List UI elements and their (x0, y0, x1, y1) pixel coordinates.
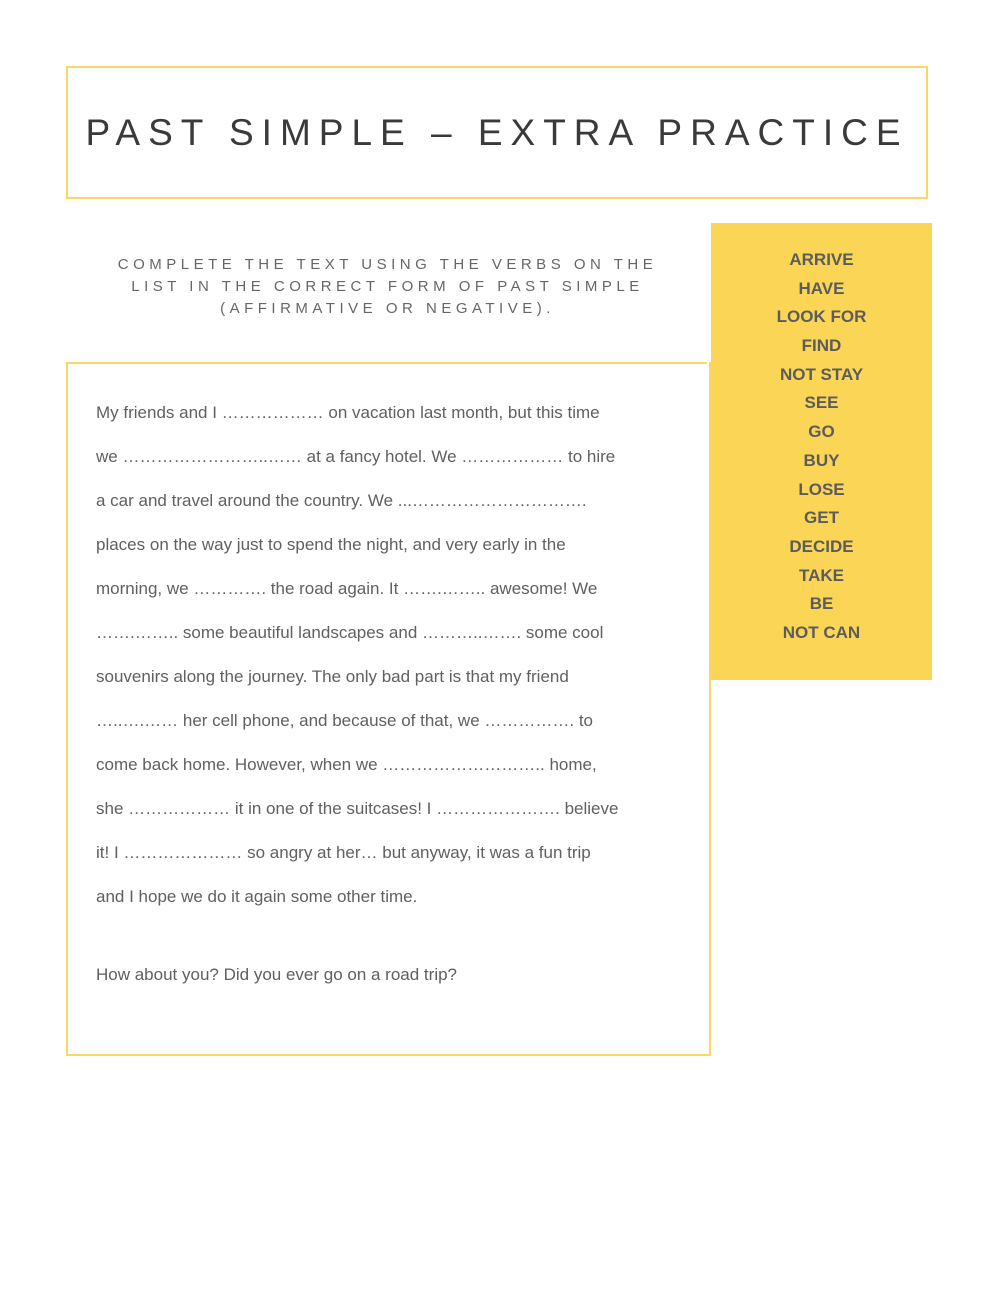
page-title: PAST SIMPLE – EXTRA PRACTICE (85, 111, 909, 153)
verb-item: LOSE (798, 479, 845, 499)
text-line: …….…….. some beautiful landscapes and ………..……. some cool (96, 623, 604, 642)
verb-item: NOT STAY (779, 364, 864, 384)
verb-item: LOOK FOR (776, 307, 867, 327)
verb-item: DECIDE (789, 536, 854, 556)
verb-list (711, 223, 932, 650)
closing-question: How about you? Did you ever go on a road trip? (96, 965, 458, 984)
verb-item: SEE (804, 393, 839, 413)
verb-list-panel (711, 223, 932, 680)
text-line: My friends and I ……………… on vacation last month, but this time (96, 403, 600, 422)
verb-item: HAVE (798, 278, 845, 298)
verb-item: GO (808, 422, 835, 442)
text-line: …..….…… her cell phone, and because of that, we ……………. to (96, 711, 594, 730)
verb-item: TAKE (798, 565, 844, 585)
text-line: souvenirs along the journey. The only bad part is that my friend (96, 667, 569, 686)
text-line: come back home. However, when we ……………………….. home, (96, 755, 597, 774)
text-line: morning, we …………. the road again. It …….…….. awesome! We (96, 579, 598, 598)
exercise-frame-top-divider (66, 362, 707, 364)
title-box (66, 66, 928, 199)
verb-item: BUY (803, 450, 840, 470)
text-line: we ……………………..…… at a fancy hotel. We ……………… to hire (96, 447, 616, 466)
verb-item: GET (804, 508, 839, 528)
verb-item: NOT CAN (782, 622, 861, 642)
verb-item: BE (809, 594, 834, 614)
verb-item: ARRIVE (789, 250, 854, 269)
exercise-paragraph (96, 391, 686, 919)
text-line: places on the way just to spend the night, and very early in the (96, 535, 566, 554)
text-line: it! I ………………… so angry at her… but anyway, it was a fun trip (96, 843, 591, 862)
text-line: she ……………… it in one of the suitcases! I …………………. believe (96, 799, 619, 818)
verb-item: FIND (801, 336, 842, 356)
text-line: a car and travel around the country. We ...…………………………. (96, 491, 587, 510)
text-line: and I hope we do it again some other time. (96, 887, 418, 906)
instructions: COMPLETE THE TEXT USING THE VERBS ON THE LIST IN THE CORRECT FORM OF PAST SIMPLE (AFFIRMATIVE OR NEGATIVE). (117, 256, 658, 317)
